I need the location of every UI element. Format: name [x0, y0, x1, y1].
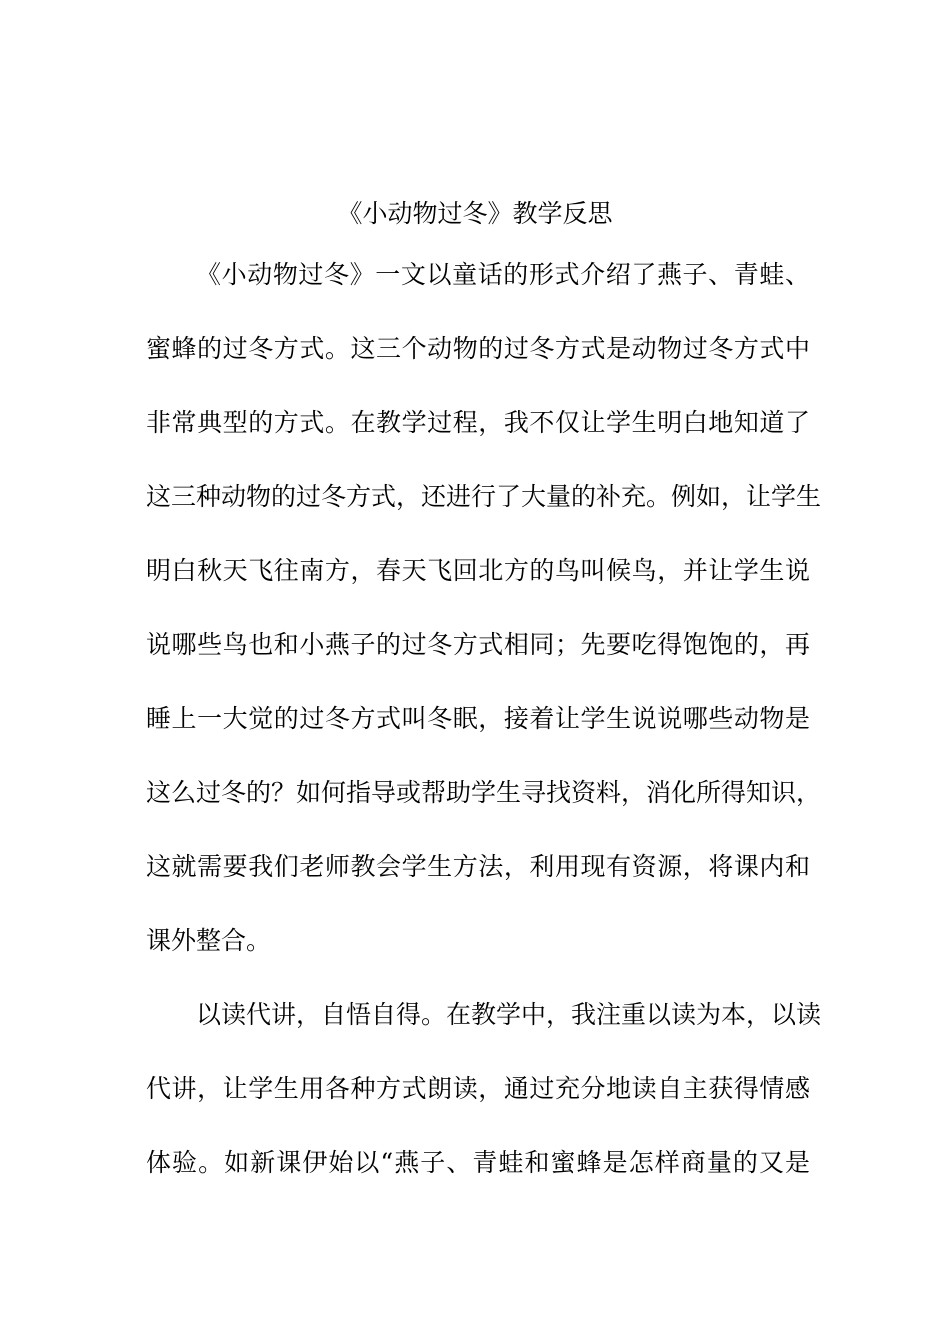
document-title: 《小动物过冬》教学反思 [337, 199, 613, 228]
text-line: 课外整合。 [146, 926, 272, 955]
paragraph-1 [146, 256, 822, 959]
text-line: 体验。如新课伊始以“燕子、青蛙和蜜蜂是怎样商量的又是 [146, 1148, 810, 1177]
text-line: 这三种动物的过冬方式，还进行了大量的补充。例如，让学生 [146, 482, 822, 511]
text-line: 睡上一大觉的过冬方式叫冬眠，接着让学生说说哪些动物是 [146, 704, 810, 733]
text-line: 以读代讲，自悟自得。在教学中，我注重以读为本，以读 [196, 1000, 822, 1029]
text-line: 说哪些鸟也和小燕子的过冬方式相同；先要吃得饱饱的，再 [146, 630, 810, 659]
text-line: 这就需要我们老师教会学生方法，利用现有资源，将课内和 [146, 852, 810, 881]
text-line: 代讲，让学生用各种方式朗读，通过充分地读自主获得情感 [146, 1074, 810, 1103]
document-body [146, 256, 822, 1218]
text-line: 蜜蜂的过冬方式。这三个动物的过冬方式是动物过冬方式中 [146, 334, 810, 363]
text-line: 明白秋天飞往南方，春天飞回北方的鸟叫候鸟，并让学生说 [146, 556, 810, 585]
paragraph-2 [146, 996, 822, 1181]
text-line: 非常典型的方式。在教学过程，我不仅让学生明白地知道了 [146, 408, 810, 437]
text-line: 《小动物过冬》一文以童话的形式介绍了燕子、青蛙、 [196, 260, 810, 289]
text-line: 这么过冬的？如何指导或帮助学生寻找资料，消化所得知识， [146, 778, 822, 807]
